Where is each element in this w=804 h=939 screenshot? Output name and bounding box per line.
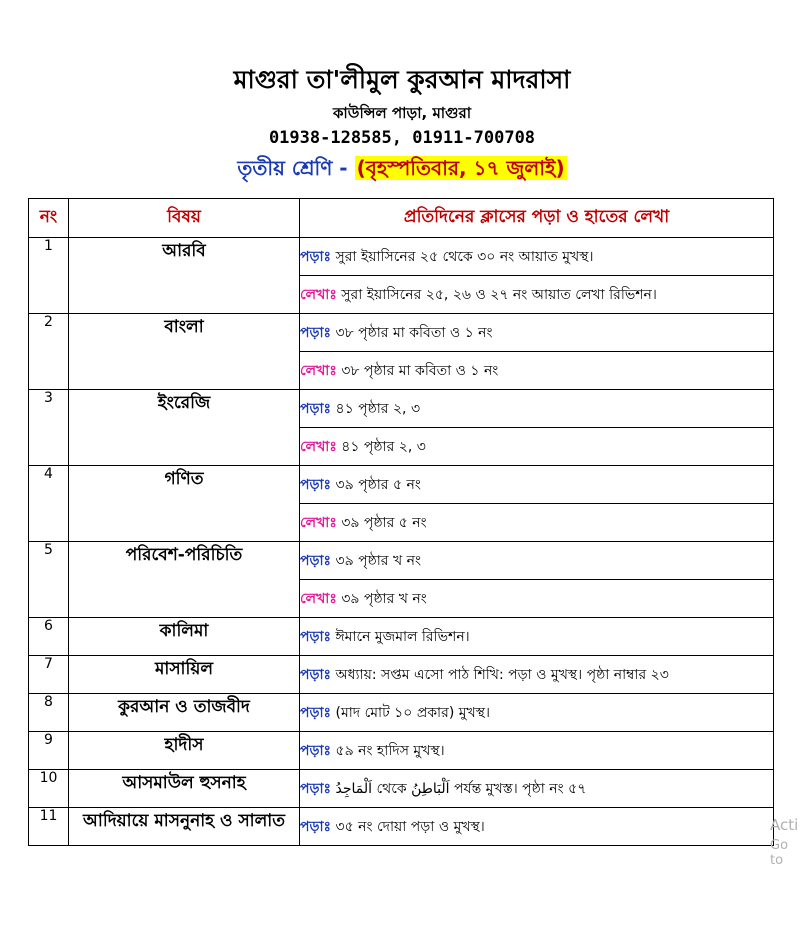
table-header-row [29, 199, 774, 238]
table-row [29, 656, 774, 694]
row-number: 6 [29, 618, 69, 656]
reading-text: ৩৯ পৃষ্ঠার ৫ নং [335, 476, 421, 493]
subject-name: কুরআন ও তাজবীদ [69, 694, 300, 732]
reading-task [300, 770, 774, 808]
write-label: লেখাঃ [300, 438, 337, 455]
row-number: 2 [29, 314, 69, 390]
header-number: নং [29, 199, 69, 238]
activate-windows-watermark: Acti [770, 816, 799, 834]
read-label: পড়াঃ [300, 476, 332, 493]
row-number: 11 [29, 808, 69, 846]
table-row [29, 314, 774, 352]
reading-task [300, 656, 774, 694]
header-task: প্রতিদিনের ক্লাসের পড়া ও হাতের লেখা [300, 199, 774, 238]
reading-text: সুরা ইয়াসিনের ২৫ থেকে ৩০ নং আয়াত মুখস্থ। [335, 248, 594, 265]
writing-text: ৩৯ পৃষ্ঠার খ নং [341, 590, 427, 607]
subject-name: আদিয়ায়ে মাসনুনাহ ও সালাত [69, 808, 300, 846]
writing-text: ৩৯ পৃষ্ঠার ৫ নং [341, 514, 427, 531]
read-label: পড়াঃ [300, 324, 332, 341]
read-label: পড়াঃ [300, 400, 332, 417]
row-number: 9 [29, 732, 69, 770]
reading-task [300, 808, 774, 846]
reading-task [300, 732, 774, 770]
reading-text: ৪১ পৃষ্ঠার ২, ৩ [335, 400, 421, 417]
reading-task [300, 694, 774, 732]
table-row [29, 618, 774, 656]
write-label: লেখাঃ [300, 590, 337, 607]
phone-numbers: 01938-128585, 01911-700708 [268, 128, 536, 148]
table-row [29, 808, 774, 846]
table-row [29, 694, 774, 732]
reading-task [300, 618, 774, 656]
reading-text: অধ্যায়: সপ্তম এসো পাঠ শিখি: পড়া ও মুখস্থ। পৃষ্ঠা নাম্বার ২৩ [335, 666, 669, 683]
reading-text: ৩৯ পৃষ্ঠার খ নং [335, 552, 421, 569]
writing-task [300, 428, 774, 466]
row-number: 8 [29, 694, 69, 732]
reading-task [300, 238, 774, 276]
row-number: 4 [29, 466, 69, 542]
routine-table [28, 198, 774, 846]
reading-text: ৫৯ নং হাদিস মুখস্থ। [335, 742, 445, 759]
class-date: (বৃহস্পতিবার, ১৭ জুলাই) [356, 156, 565, 180]
table-row [29, 732, 774, 770]
read-label: পড়াঃ [300, 552, 332, 569]
subject-name: মাসায়িল [69, 656, 300, 694]
read-label: পড়াঃ [300, 704, 332, 721]
read-label: পড়াঃ [300, 248, 332, 265]
subject-name: বাংলা [69, 314, 300, 390]
class-name: তৃতীয় শ্রেণি [237, 156, 333, 180]
reading-text: (মাদ মোট ১০ প্রকার) মুখস্থ। [335, 704, 490, 721]
reading-text: ৩৮ পৃষ্ঠার মা কবিতা ও ১ নং [335, 324, 493, 341]
writing-text: সুরা ইয়াসিনের ২৫, ২৬ ও ২৭ নং আয়াত লেখা রিভিশন। [341, 286, 657, 303]
read-label: পড়াঃ [300, 780, 332, 797]
writing-text: ৩৮ পৃষ্ঠার মা কবিতা ও ১ নং [341, 362, 499, 379]
reading-task [300, 390, 774, 428]
reading-text: ৩৫ নং দোয়া পড়া ও মুখস্থ। [335, 818, 485, 835]
table-row [29, 466, 774, 504]
table-row [29, 390, 774, 428]
writing-task [300, 580, 774, 618]
activate-windows-hint: Go to [770, 838, 789, 868]
class-separator: - [339, 156, 348, 180]
class-heading [0, 154, 804, 187]
table-row [29, 542, 774, 580]
subject-name: আসমাউল হুসনাহ [69, 770, 300, 808]
subject-name: কালিমা [69, 618, 300, 656]
table-row [29, 238, 774, 276]
reading-text: اَلْمَاجِدُ থেকে اَلْبَاطِنُ পর্যন্ত মুখস্ত। পৃষ্ঠা নং ৫৭ [335, 780, 587, 797]
read-label: পড়াঃ [300, 742, 332, 759]
reading-task [300, 314, 774, 352]
writing-task [300, 504, 774, 542]
table-row [29, 770, 774, 808]
row-number: 1 [29, 238, 69, 314]
read-label: পড়াঃ [300, 628, 332, 645]
write-label: লেখাঃ [300, 362, 337, 379]
subject-name: হাদীস [69, 732, 300, 770]
writing-text: ৪১ পৃষ্ঠার ২, ৩ [341, 438, 426, 455]
reading-task [300, 542, 774, 580]
row-number: 7 [29, 656, 69, 694]
read-label: পড়াঃ [300, 818, 332, 835]
row-number: 3 [29, 390, 69, 466]
write-label: লেখাঃ [300, 514, 337, 531]
subject-name: আরবি [69, 238, 300, 314]
writing-task [300, 276, 774, 314]
madrasa-title: মাগুরা তা'লীমুল কুরআন মাদরাসা [233, 65, 571, 94]
madrasa-address: কাউন্সিল পাড়া, মাগুরা [332, 104, 472, 122]
subject-name: ইংরেজি [69, 390, 300, 466]
reading-task [300, 466, 774, 504]
subject-name: পরিবেশ-পরিচিতি [69, 542, 300, 618]
subject-name: গণিত [69, 466, 300, 542]
reading-text: ঈমানে মুজমাল রিভিশন। [335, 628, 470, 645]
writing-task [300, 352, 774, 390]
header-subject: বিষয় [69, 199, 300, 238]
row-number: 5 [29, 542, 69, 618]
write-label: লেখাঃ [300, 286, 337, 303]
read-label: পড়াঃ [300, 666, 332, 683]
row-number: 10 [29, 770, 69, 808]
